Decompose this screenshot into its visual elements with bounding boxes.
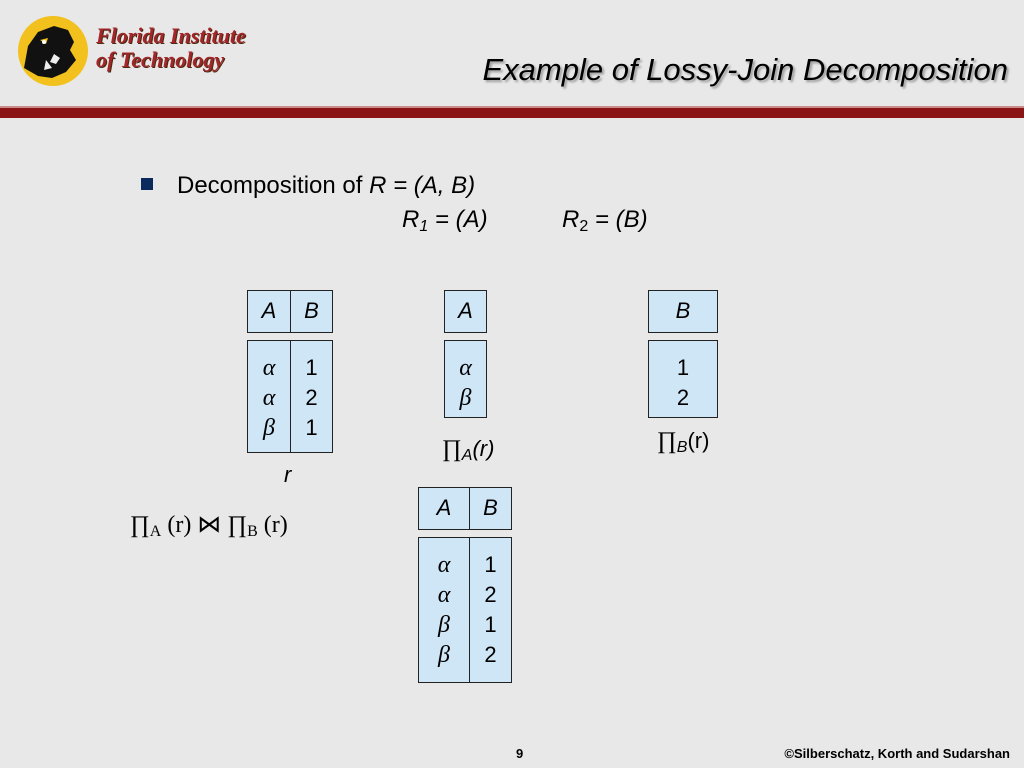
- bullet-relation: R = (A, B): [369, 172, 476, 199]
- table-r-header: [247, 290, 333, 333]
- table-pb-col-b: [649, 341, 717, 417]
- r2-rest: = (B): [588, 206, 648, 233]
- bullet-text: [177, 172, 475, 200]
- table-pb-caption-sub: B: [676, 439, 688, 456]
- pi-symbol: ∏: [130, 512, 150, 538]
- copyright-text: ©Silberschatz, Korth and Sudarshan: [784, 746, 1010, 761]
- r2-label: R: [562, 206, 580, 233]
- table-pb-caption-arg: (r): [687, 428, 710, 453]
- table-join-cell: 2: [484, 582, 497, 607]
- table-pa-cell: β: [459, 385, 472, 411]
- table-r-cell: 2: [305, 385, 318, 410]
- table-join-cell: 1: [484, 552, 497, 577]
- table-pb-body: [648, 340, 718, 418]
- bullet-lead: Decomposition of: [177, 172, 363, 199]
- r1-sub: 1: [419, 218, 429, 235]
- bullet-square-icon: [141, 178, 153, 190]
- pi-symbol: ∏: [227, 512, 248, 538]
- join-sub-b: B: [247, 523, 258, 540]
- table-r-header-a: A: [261, 298, 277, 323]
- table-join-body: [418, 537, 512, 683]
- table-join-cell: β: [438, 612, 450, 638]
- join-expression: [130, 510, 288, 541]
- table-r-caption: r: [284, 462, 292, 487]
- table-join-col-b: [469, 538, 511, 682]
- table-pa-cell: α: [459, 355, 472, 381]
- join-arg-2: (r): [257, 512, 288, 538]
- r1-rest: = (A): [428, 206, 488, 233]
- table-join-cell: 2: [484, 642, 497, 667]
- table-pa-caption-arg: (r): [472, 436, 495, 461]
- logo-line-1: Florida Institute: [96, 23, 246, 48]
- table-r-cell: 1: [305, 355, 318, 380]
- table-r-cell: 1: [305, 415, 318, 440]
- table-r-body: [247, 340, 333, 453]
- table-r-col-a: [248, 341, 290, 452]
- r1-definition: [402, 206, 488, 236]
- table-r-cell: α: [262, 355, 276, 381]
- logo-line-2: of Technology: [96, 47, 225, 72]
- table-r-header-b: B: [290, 291, 332, 332]
- logo-wordmark: [96, 24, 246, 72]
- table-r-cell: β: [263, 415, 275, 441]
- table-pb-caption: [657, 428, 709, 457]
- table-join-cell: β: [438, 642, 450, 668]
- table-join-col-a: [419, 538, 469, 682]
- table-pb-cell: 2: [676, 385, 690, 410]
- table-pb-cell: 1: [676, 355, 690, 380]
- table-r-col-b: [290, 341, 332, 452]
- table-join-header: [418, 487, 512, 530]
- table-r-cell: α: [262, 385, 276, 411]
- pi-symbol: ∏: [657, 428, 677, 454]
- table-pa-body: [444, 340, 487, 418]
- table-join-header-b: B: [469, 488, 511, 529]
- r1-label: R: [402, 206, 420, 233]
- table-pa-caption: [442, 436, 494, 465]
- r2-sub: 2: [579, 218, 589, 235]
- fit-logo: [18, 16, 250, 86]
- table-pb-header-b: B: [675, 298, 691, 323]
- pi-symbol: ∏: [442, 436, 462, 462]
- table-pb-header: [648, 290, 718, 333]
- page-number: 9: [516, 746, 524, 761]
- table-pa-caption-sub: A: [461, 447, 473, 464]
- title-rule-highlight: [0, 106, 1024, 108]
- r2-definition: [562, 206, 648, 236]
- join-arg-1: (r) ⋈: [161, 512, 228, 538]
- table-join-cell: α: [437, 552, 451, 578]
- table-join-header-a: A: [436, 495, 452, 520]
- table-pa-col-a: [445, 341, 486, 417]
- table-join-cell: α: [437, 582, 451, 608]
- panther-emblem-icon: [18, 16, 88, 86]
- table-pa-header: [444, 290, 487, 333]
- join-sub-a: A: [149, 523, 162, 540]
- slide-title: Example of Lossy-Join Decomposition: [482, 52, 1008, 87]
- table-pa-header-a: A: [458, 298, 473, 323]
- table-join-cell: 1: [484, 612, 497, 637]
